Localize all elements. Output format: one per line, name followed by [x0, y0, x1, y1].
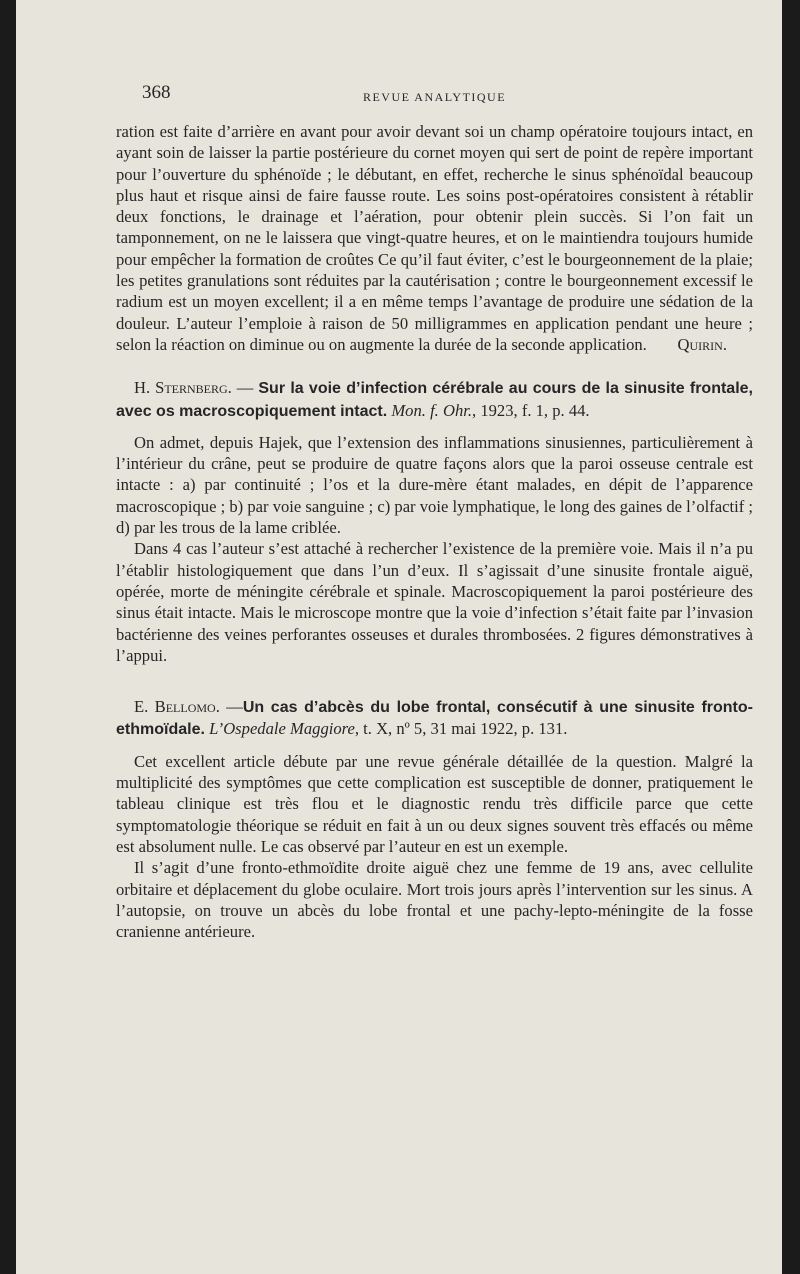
- reviewer-signature: Quirin.: [677, 334, 727, 354]
- article-heading-sternberg: [116, 377, 753, 422]
- citation: , 1923, f. 1, p. 44.: [472, 400, 590, 420]
- article-author: H. Sternberg.: [134, 378, 232, 398]
- abstract-paragraph: Cet excellent article débute par une revue générale détaillée de la question. Malgré la multiplicité des symptômes que cette complication est susceptible de donner, pratiquement le tableau clinique est très flou et le diagnostic rendu très difficile parce que cette symptomatologie théorique se réduit en fait à un ou deux signes souvent très effacés ou même est absolument nulle. Le cas observé par l’auteur en est un exemple.: [116, 751, 753, 856]
- article-heading-bellomo: [116, 696, 753, 741]
- abstract-paragraph: Dans 4 cas l’auteur s’est attaché à rechercher l’existence de la première voie. Mais il n’a pu l’établir histologiquement que dans l’un d’eux. Il s’agissait d’une sinusite frontale aiguë, opérée, morte de méningite cérébrale et spinale. Macroscopiquement la paroi postérieure des sinus était intacte. Mais le microscope montre que la voie d’infection s’était faite par l’invasion bactérienne des veines perforantes osseuses et durales thrombosées. 2 figures démonstratives à l’appui.: [116, 539, 753, 665]
- book-page: [16, 0, 782, 1274]
- page-body: [116, 121, 753, 942]
- article-title: Sur la voie d’infection cérébrale au cours de la sinusite frontale, avec os macroscopiquement intact.: [116, 380, 753, 420]
- abstract-paragraph: Il s’agit d’une fronto-ethmoïdite droite aiguë chez une femme de 19 ans, avec cellulite orbitaire et déplacement du globe oculaire. Mort trois jours après l’intervention sur les sinus. A l’autopsie, on trouve un abcès du lobe frontal et une pachy-lepto-méningite de la fosse cranienne antérieure.: [116, 858, 753, 942]
- page-number: 368: [142, 82, 171, 103]
- journal-name: Mon. f. Ohr.: [391, 400, 473, 420]
- article-author: E. Bellomo.: [134, 697, 220, 717]
- running-title: REVUE ANALYTIQUE: [362, 90, 507, 104]
- journal-name: L’Ospedale Maggiore: [209, 719, 355, 739]
- abstract-paragraph: On admet, depuis Hajek, que l’extension des inflammations sinusiennes, particulièrement à l’intérieur du crâne, peut se produire de quatre façons alors que la paroi osseuse centrale est intacte : a) par continuité ; l’os et la dure-mère étant malades, en dépit de l’apparence macroscopique ; b) par voie sanguine ; c) par voie lymphatique, le long des gaines de l’olfactif ; d) par les trous de la lame criblée.: [116, 432, 753, 538]
- citation: , t. X, nº 5, 31 mai 1922, p. 131.: [354, 719, 568, 739]
- continued-paragraph: ration est faite d’arrière en avant pour avoir devant soi un champ opératoire toujours intact, en ayant soin de laisser la partie postérieure du cornet moyen qui sert de point de repère important pour l’ouverture du sphénoïde ; le débutant, en effet, recherche le sinus sphénoïdal beaucoup plus haut et risque ainsi de faire fausse route. Les soins post-opératoires consistent à rétablir deux fonctions, le drainage et l’aération, pour obtenir plein succès. Si l’on fait un tamponnement, on ne le laissera que vingt-quatre heures, et on le maintiendra toujours humide pour empêcher la formation de croûtes Ce qu’il faut éviter, c’est le bourgeonnement de la plaie; les petites granulations sont réduites par la cautérisation ; contre le bourgeonnement excessif le radium est un moyen excellent; il a en même temps l’avantage de produire une sédation de la douleur. L’auteur l’emploie à raison de 50 milligrammes en application pendant une heure ; selon la réaction on diminue ou on augmente la durée de la seconde application.: [116, 122, 753, 354]
- heading-dash: —: [219, 697, 243, 717]
- heading-dash: —: [231, 378, 259, 398]
- article-title: Un cas d’abcès du lobe frontal, consécutif à une sinusite fronto-ethmoïdale.: [116, 699, 753, 739]
- page-header: [116, 80, 753, 106]
